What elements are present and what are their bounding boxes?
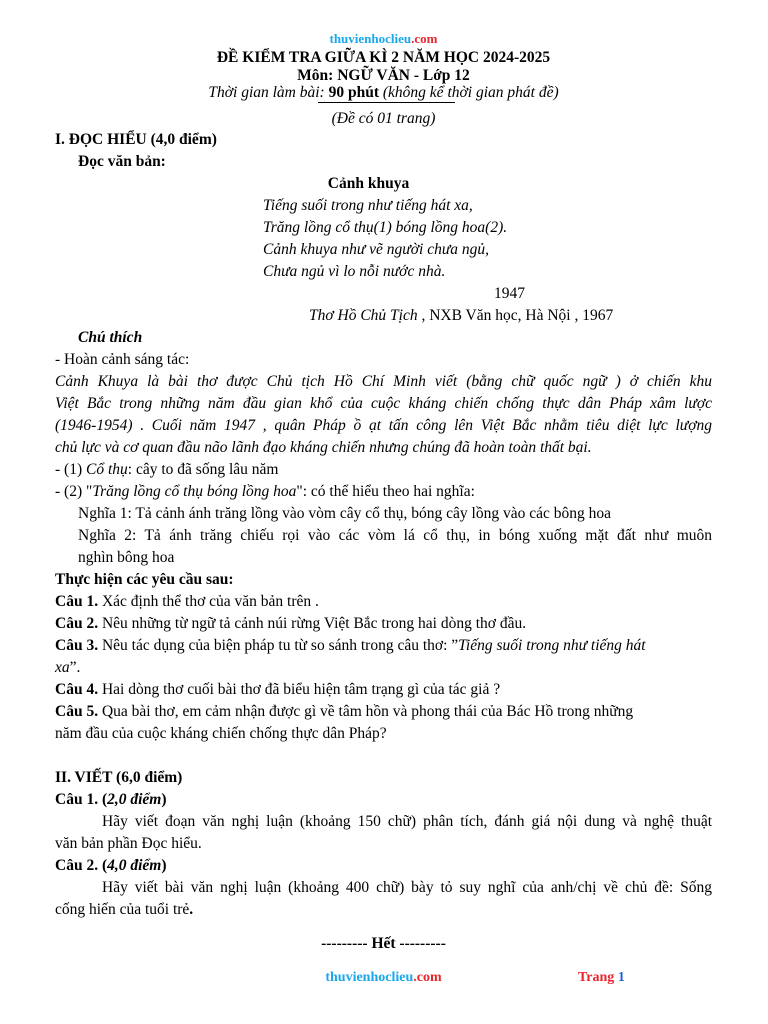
pages-note: (Đề có 01 trang) — [331, 110, 436, 127]
meaning-2-cont: nghìn bông hoa — [78, 549, 175, 566]
question-5-cont: năm đầu của cuộc kháng chiến chống thực dân Pháp? — [55, 725, 387, 742]
writing-question-1 — [55, 789, 712, 811]
read-label: Đọc văn bản: — [78, 153, 166, 170]
exam-subject: Môn: NGỮ VĂN - Lớp 12 — [297, 67, 470, 84]
source-book: Thơ Hồ Chủ Tịch — [309, 307, 418, 324]
wq1-label: Câu 1. ( — [55, 791, 108, 808]
note-2-text: ": có thể hiểu theo hai nghĩa: — [296, 483, 475, 500]
question-4 — [55, 679, 712, 701]
question-text: Qua bài thơ, em cảm nhận được gì về tâm hồn và phong thái của Bác Hồ trong những — [98, 703, 634, 720]
question-text: Nêu những từ ngữ tả cảnh núi rừng Việt Bắc trong hai dòng thơ đầu. — [98, 615, 527, 632]
question-quote-close: ”. — [69, 659, 81, 676]
note-2-prefix: - (2) " — [55, 483, 93, 500]
end-marker: --------- Hết --------- — [321, 935, 446, 952]
site-name: thuvienhoclieu — [329, 31, 412, 46]
wq2-text-cont — [55, 899, 712, 921]
wq1-text-cont: văn bản phần Đọc hiểu. — [55, 835, 202, 852]
question-text: Hai dòng thơ cuối bài thơ đã biểu hiện tâm trạng gì của tác giả ? — [98, 681, 501, 698]
context-line: (1946-1954) . Cuối năm 1947 , quân Pháp ồ ạt tấn công lên Việt Bắc nhằm tiêu diệt lực lượng — [55, 417, 712, 434]
note-1-prefix: - (1) — [55, 461, 86, 478]
question-label: Câu 5. — [55, 703, 99, 720]
question-quote-end: xa — [55, 659, 70, 676]
exam-time — [55, 82, 712, 104]
question-5 — [55, 701, 712, 723]
question-text: Xác định thể thơ của văn bản trên . — [98, 593, 319, 610]
time-value: 90 phút — [328, 84, 380, 101]
source-publisher: , NXB Văn học, Hà Nội , 1967 — [417, 307, 614, 324]
note-1 — [55, 459, 712, 481]
question-label: Câu 4. — [55, 681, 99, 698]
context-line: chủ lực và cơ quan đầu não lãnh đạo kháng chiến nhưng chúng đã hoàn toàn thất bại. — [55, 439, 592, 456]
question-label: Câu 1. — [55, 593, 99, 610]
exam-title: ĐỀ KIỂM TRA GIỮA KÌ 2 NĂM HỌC 2024-2025 — [216, 49, 551, 66]
question-2 — [55, 613, 712, 635]
note-heading: Chú thích — [78, 329, 143, 346]
time-suffix: (không kể thời gian phát đề) — [379, 84, 559, 101]
time-prefix: Thời gian làm bài: — [208, 84, 329, 101]
question-1 — [55, 591, 712, 613]
poem-title: Cảnh khuya — [327, 175, 410, 192]
poem-line: Chưa ngủ vì lo nỗi nước nhà. — [263, 263, 446, 280]
question-label: Câu 3. — [55, 637, 99, 654]
section-1-heading: I. ĐỌC HIỂU (4,0 điểm) — [55, 131, 217, 148]
footer-site-domain: .com — [413, 970, 442, 985]
poem-line: Cảnh khuya như vẽ người chưa ngủ, — [263, 241, 490, 258]
page-label: Trang — [578, 970, 618, 985]
note-1-term: Cổ thụ — [86, 461, 128, 478]
note-1-text: : cây to đã sống lâu năm — [127, 461, 279, 478]
poem-year: 1947 — [494, 285, 525, 302]
question-3 — [55, 635, 712, 657]
wq1-text: Hãy viết đoạn văn nghị luận (khoảng 150 chữ) phân tích, đánh giá nội dung và nghệ thuật — [102, 813, 712, 830]
wq2-close: ) — [161, 857, 167, 874]
wq2-dot: . — [189, 901, 194, 918]
poem-line: Tiếng suối trong như tiếng hát xa, — [263, 197, 473, 214]
time-underline — [318, 102, 455, 103]
page-number: 1 — [617, 970, 625, 985]
context-line: Cảnh Khuya là bài thơ được Chủ tịch Hồ Chí Minh viết (bằng chữ quốc ngữ ) ở chiến khu — [55, 373, 712, 390]
note-2 — [55, 481, 712, 503]
wq1-close: ) — [161, 791, 167, 808]
writing-question-2 — [55, 855, 712, 877]
poem-line: Trăng lồng cổ thụ(1) bóng lồng hoa(2). — [263, 219, 508, 236]
question-label: Câu 2. — [55, 615, 99, 632]
site-domain: .com — [411, 31, 438, 46]
tasks-heading: Thực hiện các yêu cầu sau: — [55, 571, 234, 588]
wq2-text: Hãy viết bài văn nghị luận (khoảng 400 chữ) bày tỏ suy nghĩ của anh/chị về chủ đề: Sống — [102, 879, 712, 896]
wq2-label: Câu 2. ( — [55, 857, 108, 874]
footer-site-name: thuvienhoclieu — [325, 970, 414, 985]
wq2-points: 4,0 điểm — [107, 857, 162, 874]
context-label: - Hoàn cảnh sáng tác: — [55, 351, 190, 368]
page-indicator — [578, 967, 625, 989]
question-3-cont — [55, 657, 712, 679]
question-text: Nêu tác dụng của biện pháp tu từ so sánh trong câu thơ: ” — [98, 637, 459, 654]
wq2-text-end: cống hiến của tuổi trẻ — [55, 901, 190, 918]
meaning-1: Nghĩa 1: Tả cảnh ánh trăng lồng vào vòm cây cổ thụ, bóng cây lồng vào các bông hoa — [78, 505, 612, 522]
note-2-term: Trăng lồng cổ thụ bóng lồng hoa — [92, 483, 297, 500]
question-quote: Tiếng suối trong như tiếng hát — [458, 637, 646, 654]
section-2-heading: II. VIẾT (6,0 điểm) — [55, 769, 183, 786]
meaning-2: Nghĩa 2: Tả ánh trăng chiếu rọi vào các vòm lá cổ thụ, in bóng xuống mặt đất như muôn — [78, 527, 712, 544]
wq1-points: 2,0 điểm — [107, 791, 162, 808]
poem-source — [309, 305, 649, 327]
context-line: Việt Bắc trong những năm đầu gian khổ của cuộc kháng chiến chống thực dân Pháp xâm lược — [55, 395, 712, 412]
